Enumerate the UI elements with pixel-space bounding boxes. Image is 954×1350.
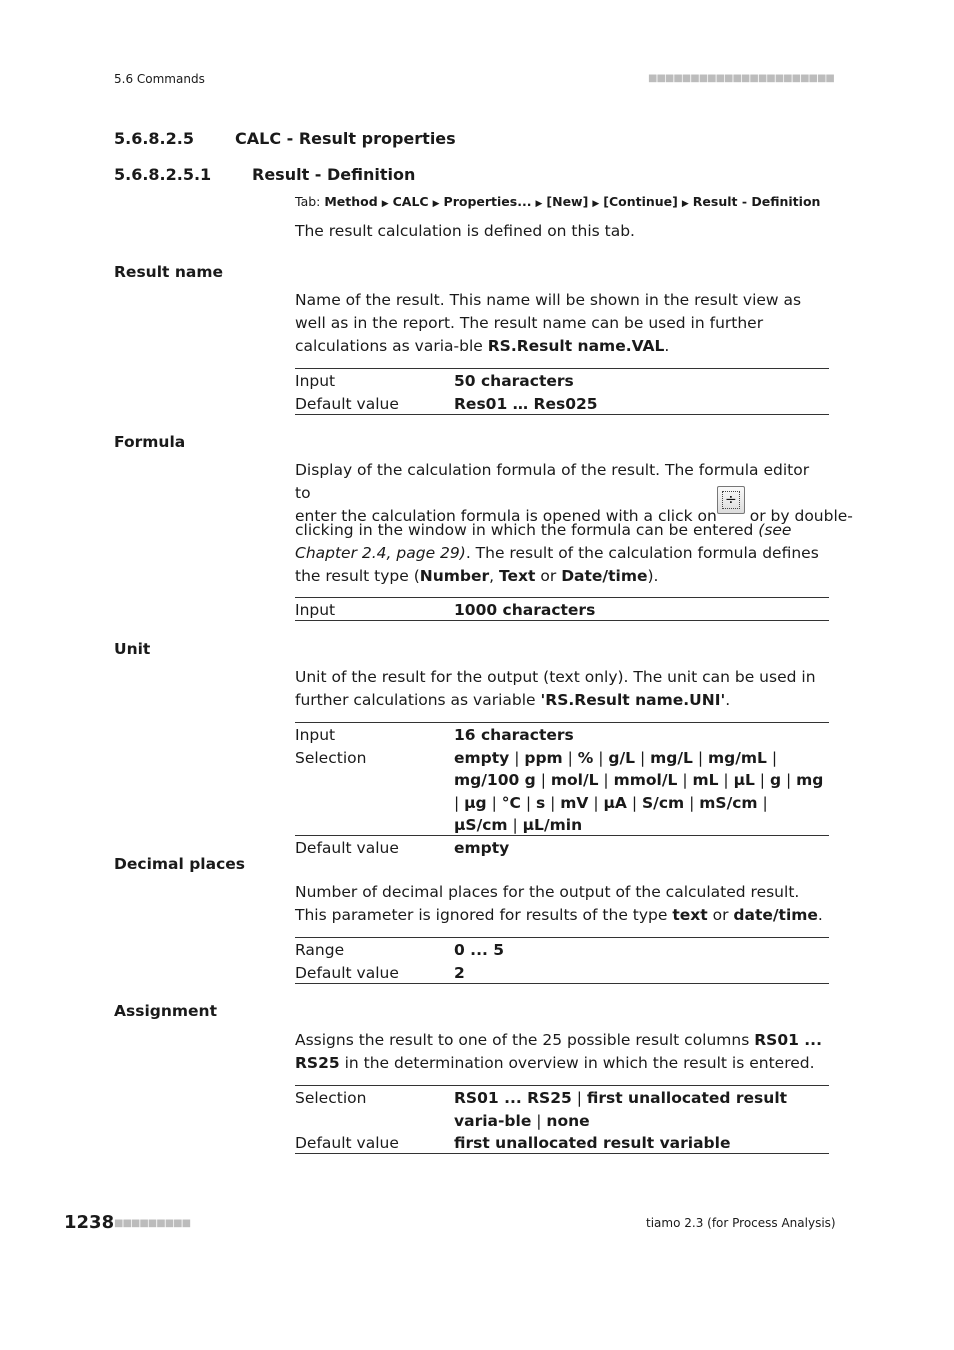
selection-option: mmol/L [613, 771, 678, 789]
breadcrumb-item: [New] [546, 194, 589, 209]
option-separator: | [718, 771, 734, 789]
param-label-unit: Unit [114, 640, 151, 658]
option-separator: | [684, 793, 700, 812]
selection-option: µS/cm [454, 816, 508, 834]
subsection-title: Result - Definition [252, 165, 416, 184]
selection-option: empty [454, 748, 510, 767]
table-bottom-rule [295, 1153, 829, 1154]
page-number: 1238 [64, 1212, 115, 1233]
selection-option: none [546, 1111, 590, 1130]
selection-option: s [535, 793, 546, 812]
table-bottom-rule [295, 620, 829, 621]
selection-option: g [769, 771, 782, 789]
option-separator: | [635, 748, 651, 767]
selection-option: mL [692, 771, 719, 789]
prop-value: 50 characters [454, 372, 574, 390]
decimal-places-properties [295, 937, 829, 984]
result-name-description: Name of the result. This name will be shown in the result view as well as in the report. The result name can be used in further calculations as varia-ble RS.Result name.VAL. [295, 291, 802, 355]
prop-key: Input [295, 726, 336, 744]
option-separator: | [593, 748, 609, 767]
selection-option: mg [796, 771, 824, 789]
running-header-section: 5.6 Commands [114, 72, 205, 86]
selection-option: µL/min [522, 816, 583, 834]
prop-value: 16 characters [454, 726, 574, 744]
option-separator: | [598, 771, 614, 789]
triangle-right-icon: ▶ [681, 199, 689, 209]
breadcrumb-item: [Continue] [603, 194, 678, 209]
prop-value: 2 [454, 963, 465, 982]
selection-option: °C [501, 793, 521, 812]
param-label-decimal-places: Decimal places [114, 855, 245, 873]
section-number: 5.6.8.2.5 [114, 129, 194, 148]
table-bottom-rule [295, 983, 829, 984]
decimal-places-description: Number of decimal places for the output of the calculated result. This parameter is ignored for results of the type text or date/time. [295, 883, 823, 924]
selection-option: µg [464, 793, 487, 812]
unit-description: Unit of the result for the output (text only). The unit can be used in further calculations as variable 'RS.Result name.UNI'. [295, 668, 816, 709]
option-separator: | [509, 748, 525, 767]
prop-key: Selection [295, 748, 367, 767]
option-separator: | [545, 793, 561, 812]
option-separator: | [677, 771, 693, 789]
prop-key: Range [295, 941, 345, 959]
assignment-selection-options [454, 1086, 829, 1133]
option-separator: | [588, 793, 604, 812]
prop-value: first unallocated result variable [454, 1134, 731, 1152]
formula-description-line1: Display of the calculation formula of the result. The formula editor to [295, 461, 810, 502]
selection-option: mg/mL [707, 748, 767, 767]
footer-decoration: ■■■■■■■■■ [114, 1218, 191, 1229]
triangle-right-icon: ▶ [535, 199, 543, 209]
formula-description-rest: clicking in the window in which the formula can be entered (see Chapter 2.4, page 29). The result of the calculation formula defines the result type (Number, Text or Date/time). [295, 521, 819, 585]
selection-option: mg/L [650, 748, 693, 767]
selection-option: mg/100 g [454, 771, 536, 789]
tab-prefix: Tab: [295, 194, 321, 209]
breadcrumb-item: Result - Definition [692, 194, 821, 209]
selection-option: mol/L [550, 771, 599, 789]
option-separator: | [754, 771, 770, 789]
option-separator: | [507, 816, 523, 834]
selection-option: RS01 ... RS25 [454, 1089, 572, 1107]
breadcrumb-item: CALC [392, 194, 429, 209]
selection-option: µL [733, 771, 755, 789]
formula-description-line2: enter the calculation formula is opened with a click on ÷ or by double- [295, 496, 829, 528]
selection-option: first unallocated result varia-ble [454, 1089, 788, 1130]
product-name: tiamo 2.3 (for Process Analysis) [646, 1216, 836, 1230]
chapter-reference[interactable]: (see Chapter 2.4, page 29) [295, 521, 792, 562]
option-separator: | [531, 1111, 547, 1130]
section-title: CALC - Result properties [235, 129, 456, 148]
table-bottom-rule [295, 835, 829, 836]
prop-value: 1000 characters [454, 601, 596, 619]
triangle-right-icon: ▶ [592, 199, 600, 209]
unit-selection-options [454, 747, 829, 837]
prop-key: Selection [295, 1089, 367, 1107]
selection-option: % [577, 748, 594, 767]
assignment-properties [295, 1085, 829, 1155]
option-separator: | [692, 748, 708, 767]
subsection-heading [114, 165, 416, 184]
option-separator: | [781, 771, 797, 789]
unit-properties [295, 722, 829, 859]
formula-editor-icon[interactable]: ÷ [717, 486, 745, 514]
selection-option: ppm [524, 748, 563, 767]
prop-key: Default value [295, 1134, 399, 1152]
option-separator: | [766, 748, 778, 767]
prop-key: Default value [295, 838, 399, 857]
triangle-right-icon: ▶ [432, 199, 440, 209]
assignment-description: Assigns the result to one of the 25 possible result columns RS01 ... RS25 in the determination overview in which the result is entered. [295, 1031, 822, 1072]
option-separator: | [757, 793, 768, 812]
option-separator: | [454, 793, 465, 812]
prop-value: 0 ... 5 [454, 941, 505, 959]
param-label-result-name: Result name [114, 263, 223, 281]
param-label-assignment: Assignment [114, 1002, 217, 1020]
triangle-right-icon: ▶ [381, 199, 389, 209]
option-separator: | [626, 793, 642, 812]
prop-key: Input [295, 601, 336, 619]
param-label-formula: Formula [114, 433, 186, 451]
prop-value: empty [454, 838, 510, 857]
header-decoration: ■■■■■■■■■■■■■■■■■■■■■■ [648, 73, 834, 84]
option-separator: | [486, 793, 502, 812]
prop-key: Input [295, 372, 336, 390]
selection-option: S/cm [642, 793, 685, 812]
prop-key: Default value [295, 394, 399, 413]
breadcrumb-item: Method [324, 194, 378, 209]
option-separator: | [571, 1089, 587, 1107]
selection-option: µA [603, 793, 627, 812]
option-separator: | [520, 793, 536, 812]
selection-option: mV [560, 793, 589, 812]
prop-key: Default value [295, 963, 399, 982]
breadcrumb-item: Properties... [443, 194, 532, 209]
option-separator: | [535, 771, 551, 789]
tab-breadcrumb [295, 194, 820, 209]
intro-text: The result calculation is defined on this tab. [295, 222, 635, 240]
selection-option: mS/cm [699, 793, 758, 812]
formula-properties [295, 597, 829, 622]
result-name-properties [295, 368, 829, 415]
subsection-number: 5.6.8.2.5.1 [114, 165, 212, 184]
section-heading [114, 129, 456, 148]
option-separator: | [562, 748, 578, 767]
selection-option: g/L [608, 748, 636, 767]
table-bottom-rule [295, 414, 829, 415]
prop-value: Res01 … Res025 [454, 394, 598, 413]
